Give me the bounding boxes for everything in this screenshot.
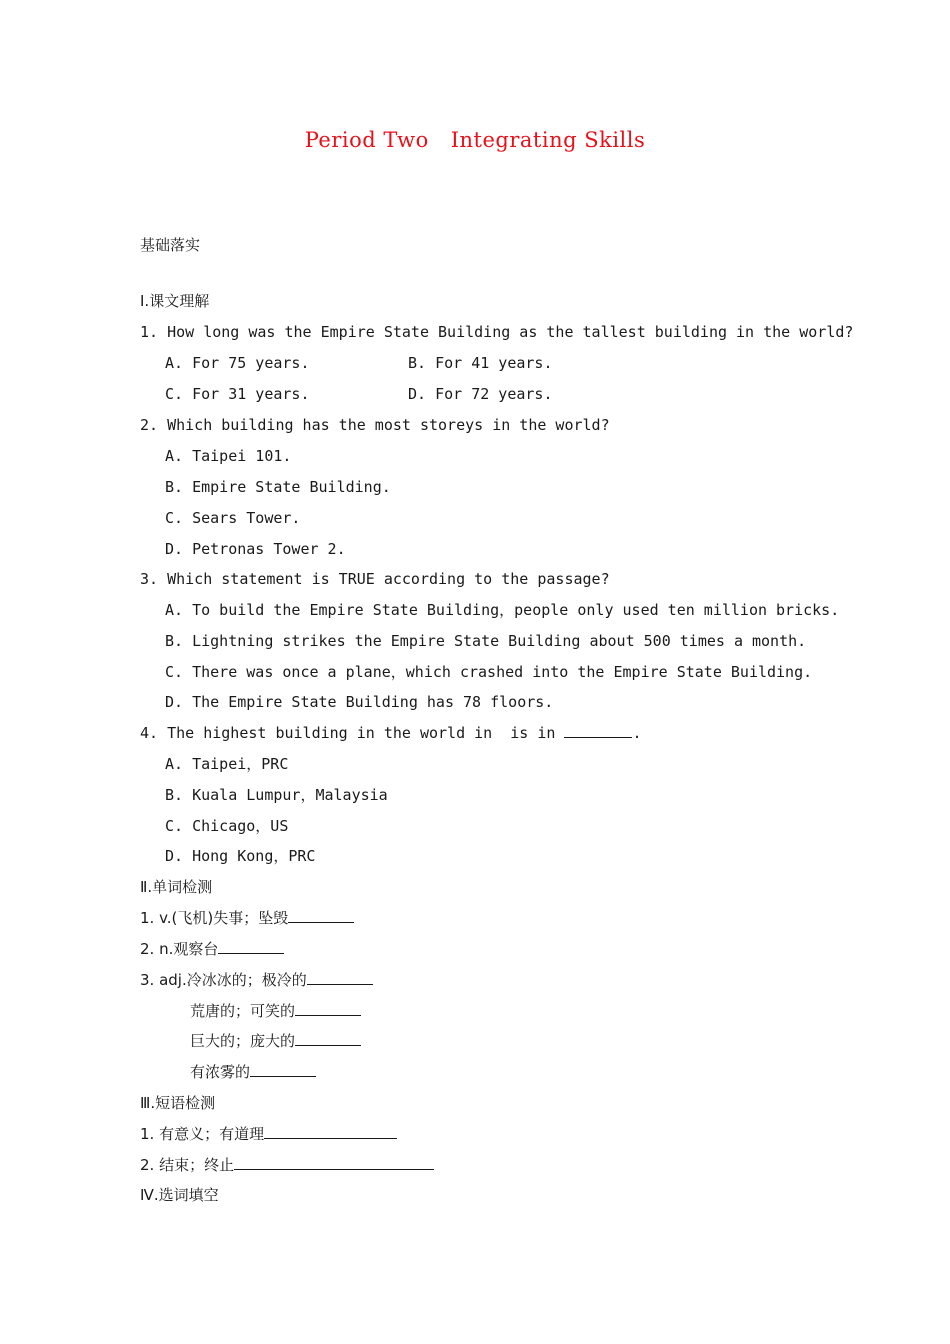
q3-option-a: A. To build the Empire State Building，people only used ten million bricks.: [165, 601, 840, 619]
section-basic-heading: 基础落实: [140, 236, 201, 254]
q1-option-d: D. For 72 years.: [408, 385, 553, 403]
phrase-item-2-blank[interactable]: [234, 1155, 434, 1170]
word-item-1: [140, 908, 354, 928]
q4-stem-end: .: [632, 724, 642, 742]
q3-option-b: B. Lightning strikes the Empire State Building about 500 times a month.: [165, 632, 807, 650]
word-item-3d-blank[interactable]: [250, 1062, 316, 1077]
phrase-item-1-text: 1. 有意义；有道理: [140, 1125, 265, 1143]
q4-stem: 4. The highest building in the world in is in: [140, 724, 565, 742]
q4-option-d: D. Hong Kong，PRC: [165, 847, 316, 865]
word-item-3c-text: 巨大的；庞大的: [190, 1032, 296, 1050]
question-1: 1. How long was the Empire State Building as the tallest building in the world?: [140, 323, 854, 341]
word-item-1-blank[interactable]: [288, 908, 354, 923]
page-title: [0, 128, 950, 152]
phrase-item-2-text: 2. 结束；终止: [140, 1156, 235, 1174]
section4-heading: Ⅳ.选词填空: [140, 1186, 219, 1204]
q3-option-c: C. There was once a plane，which crashed into the Empire State Building.: [165, 663, 813, 681]
word-item-3b-text: 荒唐的；可笑的: [190, 1002, 296, 1020]
title-part1: Period Two: [304, 128, 429, 152]
word-item-2-text: 2. n.观察台: [140, 940, 219, 958]
q1-option-a: A. For 75 years.: [165, 354, 310, 372]
word-item-3c: [190, 1031, 361, 1051]
word-item-3-text: 3. adj.冷冰冰的；极冷的: [140, 971, 307, 989]
word-item-3b-blank[interactable]: [295, 1001, 361, 1016]
phrase-item-1: [140, 1124, 397, 1144]
q4-option-a: A. Taipei，PRC: [165, 755, 289, 773]
section1-heading: Ⅰ.课文理解: [140, 292, 210, 310]
q2-option-a: A. Taipei 101.: [165, 447, 292, 465]
q4-answer-blank[interactable]: [564, 723, 632, 738]
phrase-item-2: [140, 1155, 434, 1175]
word-item-2-blank[interactable]: [218, 939, 284, 954]
word-item-3: [140, 970, 373, 990]
section3-heading: Ⅲ.短语检测: [140, 1094, 216, 1112]
word-item-1-text: 1. v.(飞机)失事；坠毁: [140, 909, 289, 927]
phrase-item-1-blank[interactable]: [264, 1124, 397, 1139]
question-2: 2. Which building has the most storeys in the world?: [140, 416, 610, 434]
q1-option-b: B. For 41 years.: [408, 354, 553, 372]
section2-heading: Ⅱ.单词检测: [140, 878, 213, 896]
q2-option-b: B. Empire State Building.: [165, 478, 391, 496]
q4-option-b: B. Kuala Lumpur，Malaysia: [165, 786, 388, 804]
word-item-3d: [190, 1062, 316, 1082]
word-item-3-blank[interactable]: [307, 970, 373, 985]
question-3: 3. Which statement is TRUE according to the passage?: [140, 570, 610, 588]
q2-option-c: C. Sears Tower.: [165, 509, 301, 527]
q1-option-c: C. For 31 years.: [165, 385, 310, 403]
q3-option-d: D. The Empire State Building has 78 floors.: [165, 693, 554, 711]
title-part2: Integrating Skills: [450, 128, 646, 152]
q2-option-d: D. Petronas Tower 2.: [165, 540, 346, 558]
q4-option-c: C. Chicago，US: [165, 817, 289, 835]
question-4: [140, 723, 641, 743]
word-item-3d-text: 有浓雾的: [190, 1063, 251, 1081]
word-item-3c-blank[interactable]: [295, 1031, 361, 1046]
word-item-2: [140, 939, 284, 959]
word-item-3b: [190, 1001, 361, 1021]
